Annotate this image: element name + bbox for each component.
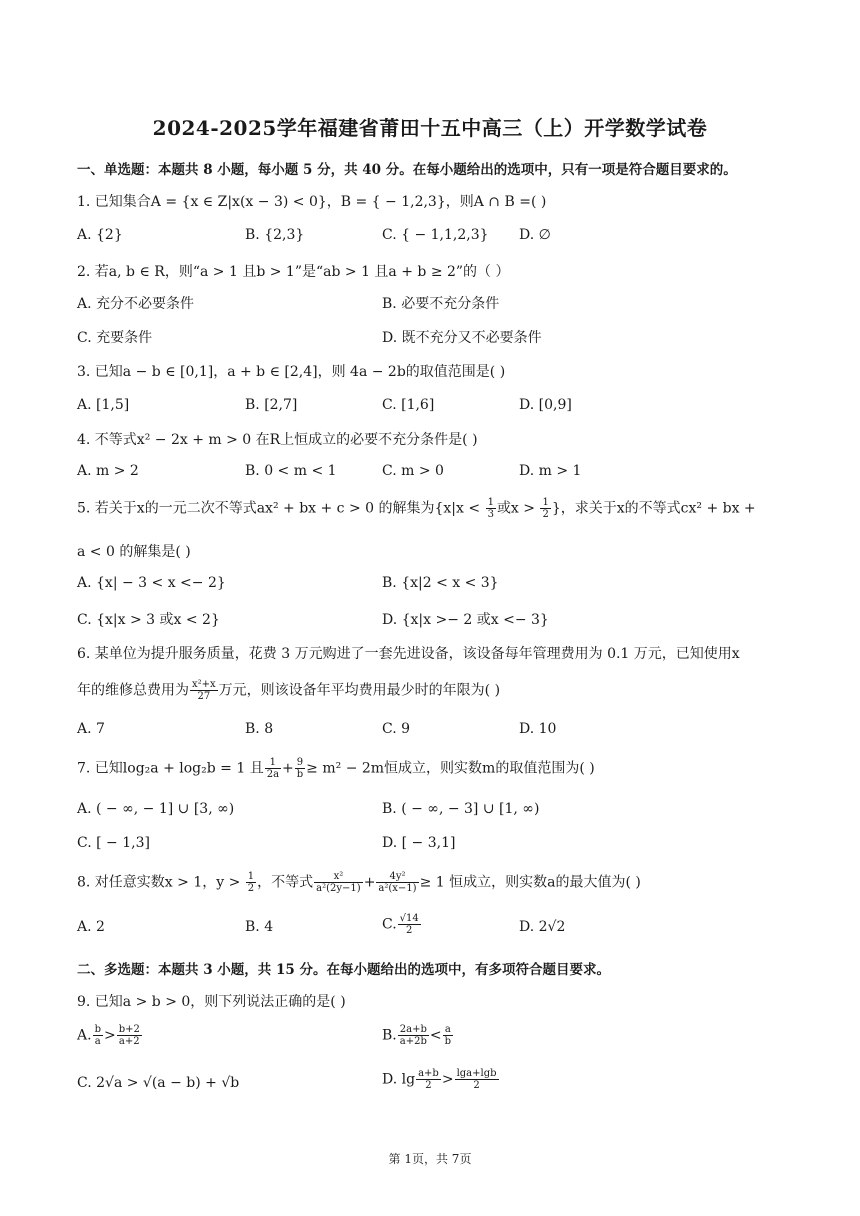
q7-stem-mid: + <box>282 760 294 777</box>
q7-frac2-num: 9 <box>295 757 305 769</box>
q9-opta-label: A. <box>77 1027 92 1044</box>
q7-option-d: D. [ − 3,1] <box>382 835 456 851</box>
q9-opta-frac-2 <box>117 1024 142 1047</box>
q9-opta-sign: > <box>103 1027 116 1044</box>
q3-option-d: D. [0,9] <box>519 397 572 413</box>
q9-optb-frac-1 <box>398 1024 429 1047</box>
q6-option-a: A. 7 <box>77 721 105 737</box>
q6-frac-num: x²+x <box>192 679 216 690</box>
question-9: 9. 已知a > b > 0，则下列说法正确的是( ) <box>77 994 346 1010</box>
q8-option-a: A. 2 <box>77 919 105 935</box>
section-multi-choice: 二、多选题：本题共 3 小题，共 15 分。在每小题给出的选项中，有多项符合题目要求。 <box>77 962 610 978</box>
q5-option-d: D. {x|x >− 2 或x <− 3} <box>382 612 549 628</box>
q5-frac1-den: 3 <box>487 509 494 520</box>
q7-frac1-den: 2a <box>266 769 280 780</box>
q3-option-c: C. [1,6] <box>382 397 435 413</box>
q1-option-d: D. ∅ <box>519 227 551 243</box>
q8-stem-mid1: ，不等式 <box>257 874 314 891</box>
question-2: 2. 若a, b ∈ R，则“a > 1 且b > 1”是“ab > 1 且a + b ≥ 2”的（ ） <box>77 264 510 280</box>
q2-option-a: A. 充分不必要条件 <box>77 296 195 312</box>
q9-optb-f2-num: a <box>443 1024 453 1036</box>
q2-option-d: D. 既不充分又不必要条件 <box>382 330 542 346</box>
q3-option-a: A. [1,5] <box>77 397 130 413</box>
q7-stem-pre: 7. 已知log₂a + log₂b = 1 且 <box>77 760 264 777</box>
q8-optc-den: 2 <box>406 925 413 936</box>
q8-option-d: D. 2√2 <box>519 919 566 935</box>
q8-fraction-0 <box>246 871 256 894</box>
q5-stem-pre: 5. 若关于x的一元二次不等式ax² + bx + c > 0 的解集为{x|x < <box>77 500 485 517</box>
q9-optb-label: B. <box>382 1027 397 1044</box>
q7-stem-post: ≥ m² − 2m恒成立，则实数m的取值范围为( ) <box>306 760 595 777</box>
q9-opta-f1-num: b <box>94 1024 101 1035</box>
q9-optd-label: D. lg <box>382 1071 416 1088</box>
q4-option-c: C. m > 0 <box>382 463 444 479</box>
q7-frac2-den: b <box>296 769 304 780</box>
q8-option-c-label: C. <box>382 916 397 933</box>
q8-stem-post: ≥ 1 恒成立，则实数a的最大值为( ) <box>419 874 641 891</box>
q6-frac-den: 27 <box>197 691 211 702</box>
q7-option-b: B. ( − ∞, − 3] ∪ [1, ∞) <box>382 801 540 817</box>
q1-option-b: B. {2,3} <box>245 227 305 243</box>
q5-option-a: A. {x| − 3 < x <− 2} <box>77 575 226 591</box>
q8-frac0-num: 1 <box>247 871 255 882</box>
q9-optd-f1-num: a+b <box>418 1068 439 1079</box>
q6-stem-pre: 年的维修总费用为 <box>77 682 189 699</box>
q6-option-d: D. 10 <box>519 721 557 737</box>
q9-optd-f1-den: 2 <box>425 1080 432 1091</box>
q9-optb-f1-num: 2a+b <box>399 1024 427 1035</box>
q6-fraction <box>190 679 218 702</box>
q7-option-c: C. [ − 1,3] <box>77 835 150 851</box>
page-title: 2024-2025学年福建省莆田十五中高三（上）开学数学试卷 <box>152 116 708 140</box>
q8-option-c <box>382 913 422 936</box>
section-single-choice: 一、单选题：本题共 8 小题，每小题 5 分，共 40 分。在每小题给出的选项中，只有一项是符合题目要求的。 <box>77 162 737 178</box>
q7-fraction-1 <box>265 757 281 780</box>
question-8 <box>77 871 777 894</box>
q9-optb-f1-den: a+2b <box>399 1036 427 1047</box>
q4-option-b: B. 0 < m < 1 <box>245 463 337 479</box>
question-4: 4. 不等式x² − 2x + m > 0 在R上恒成立的必要不充分条件是( ) <box>77 432 478 448</box>
q8-optc-num: √14 <box>399 913 419 924</box>
q8-option-b: B. 4 <box>245 919 274 935</box>
q1-option-c: C. { − 1,1,2,3} <box>382 227 489 243</box>
question-5-line-2: a < 0 的解集是( ) <box>77 544 191 560</box>
q2-option-b: B. 必要不充分条件 <box>382 296 500 312</box>
q9-optd-sign: > <box>441 1071 454 1088</box>
question-3: 3. 已知a − b ∈ [0,1]，a + b ∈ [2,4]，则 4a − 2b的取值范围是( ) <box>77 364 506 380</box>
q5-frac2-num: 1 <box>542 497 549 508</box>
q9-optd-frac-2 <box>455 1068 499 1091</box>
q9-opta-frac-1 <box>93 1024 103 1047</box>
q7-fraction-2 <box>295 757 305 780</box>
q9-optb-frac-2 <box>443 1024 453 1047</box>
q6-option-b: B. 8 <box>245 721 274 737</box>
question-6-line-2 <box>77 679 777 702</box>
q9-optd-f2-num: lga+lgb <box>456 1068 497 1079</box>
q5-frac2-den: 2 <box>542 509 549 520</box>
q8-fraction-2 <box>376 871 418 894</box>
q9-optd-frac-1 <box>416 1068 441 1091</box>
q4-option-d: D. m > 1 <box>519 463 582 479</box>
q6-stem-post: 万元，则该设备年平均费用最少时的年限为( ) <box>218 682 501 699</box>
q5-stem-mid: 或x > <box>496 500 540 517</box>
q2-option-c: C. 充要条件 <box>77 330 153 346</box>
q9-option-c: C. 2√a > √(a − b) + √b <box>77 1075 240 1091</box>
q8-stem-pre: 8. 对任意实数x > 1，y > <box>77 874 245 891</box>
q5-fraction-2 <box>540 497 550 520</box>
q8-frac1-den: a²(2y−1) <box>316 883 361 894</box>
q5-fraction-1 <box>486 497 496 520</box>
q9-option-b <box>382 1024 454 1047</box>
q5-stem-post: }，求关于x的不等式cx² + bx + <box>551 500 756 517</box>
q8-frac2-den: a²(x−1) <box>378 883 417 894</box>
q7-option-a: A. ( − ∞, − 1] ∪ [3, ∞) <box>77 801 235 817</box>
q9-opta-f1-den: a <box>94 1036 101 1047</box>
q8-frac2-num: 4y² <box>376 871 418 883</box>
q5-option-c: C. {x|x > 3 或x < 2} <box>77 612 220 628</box>
q5-frac1-num: 1 <box>487 497 494 508</box>
q9-optd-f2-den: 2 <box>473 1080 480 1091</box>
question-6-line-1: 6. 某单位为提升服务质量，花费 3 万元购进了一套先进设备，该设备每年管理费用为 0.1 万元，已知使用x <box>77 646 740 662</box>
question-1: 1. 已知集合A = {x ∈ Z|x(x − 3) < 0}，B = { − 1,2,3}，则A ∩ B =( ) <box>77 194 547 210</box>
q8-option-c-fraction <box>398 913 421 936</box>
question-7 <box>77 757 777 780</box>
q9-option-d <box>382 1068 500 1091</box>
question-5-line-1 <box>77 497 777 520</box>
q7-frac1-num: 1 <box>265 757 281 769</box>
q8-frac0-den: 2 <box>247 883 255 894</box>
q8-frac1-num: x² <box>314 871 363 883</box>
q8-stem-mid2: + <box>363 874 376 891</box>
q9-opta-f2-num: b+2 <box>118 1024 140 1035</box>
q9-optb-f2-den: b <box>444 1036 451 1047</box>
q1-option-a: A. {2} <box>77 227 123 243</box>
page-footer: 第 1页，共 7页 <box>388 1152 472 1166</box>
q8-fraction-1 <box>314 871 363 894</box>
q9-opta-f2-den: a+2 <box>118 1036 140 1047</box>
q9-option-a <box>77 1024 143 1047</box>
q5-option-b: B. {x|2 < x < 3} <box>382 575 499 591</box>
q9-optb-sign: < <box>429 1027 442 1044</box>
q6-option-c: C. 9 <box>382 721 411 737</box>
q3-option-b: B. [2,7] <box>245 397 298 413</box>
q4-option-a: A. m > 2 <box>77 463 139 479</box>
